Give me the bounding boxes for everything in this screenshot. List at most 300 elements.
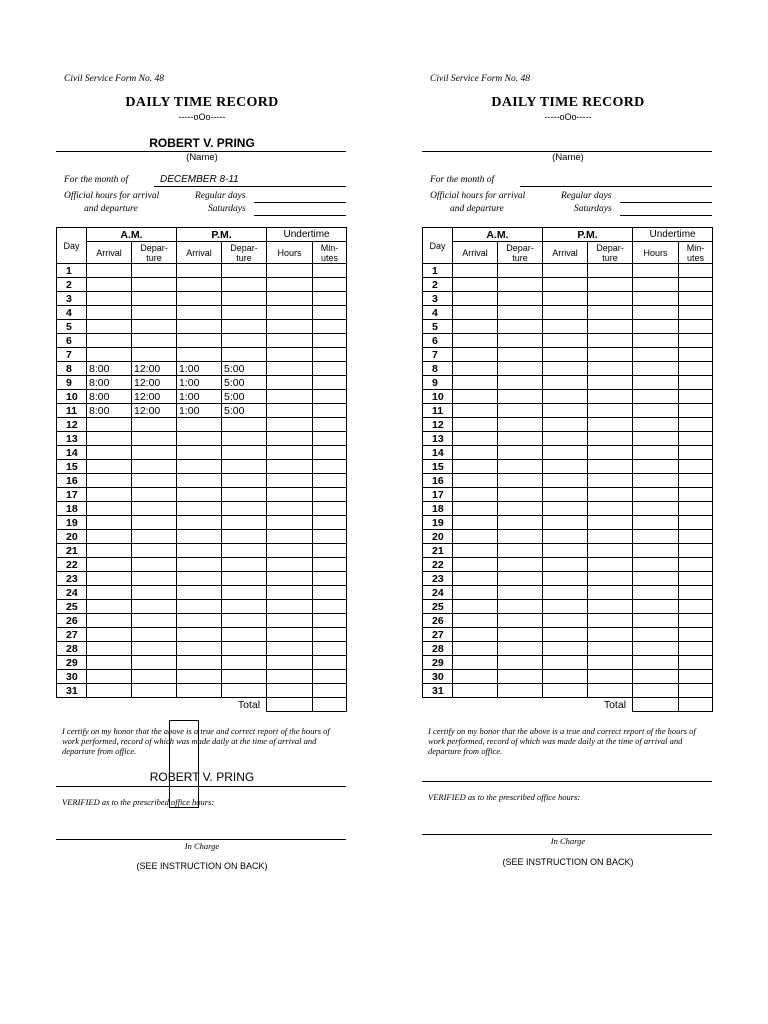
- pm-departure-cell[interactable]: [222, 334, 267, 348]
- pm-arrival-cell[interactable]: [543, 334, 588, 348]
- pm-departure-cell[interactable]: [588, 642, 633, 656]
- am-departure-cell[interactable]: [132, 292, 177, 306]
- pm-arrival-cell[interactable]: [177, 628, 222, 642]
- pm-departure-cell[interactable]: [222, 544, 267, 558]
- am-arrival-cell[interactable]: [453, 264, 498, 278]
- undertime-minutes-cell[interactable]: [679, 460, 713, 474]
- am-departure-cell[interactable]: [132, 502, 177, 516]
- am-arrival-cell[interactable]: [453, 418, 498, 432]
- pm-arrival-cell[interactable]: [177, 334, 222, 348]
- pm-departure-cell[interactable]: [222, 684, 267, 698]
- am-arrival-cell[interactable]: [87, 278, 132, 292]
- pm-arrival-cell[interactable]: [543, 656, 588, 670]
- am-departure-cell[interactable]: [132, 446, 177, 460]
- pm-departure-cell[interactable]: [222, 628, 267, 642]
- undertime-minutes-cell[interactable]: [313, 460, 347, 474]
- undertime-hours-cell[interactable]: [633, 390, 679, 404]
- pm-arrival-cell[interactable]: [177, 278, 222, 292]
- pm-departure-cell[interactable]: [222, 292, 267, 306]
- am-arrival-cell[interactable]: [453, 642, 498, 656]
- undertime-hours-cell[interactable]: [267, 432, 313, 446]
- pm-arrival-cell[interactable]: [177, 642, 222, 656]
- am-arrival-cell[interactable]: [453, 432, 498, 446]
- undertime-hours-cell[interactable]: [633, 684, 679, 698]
- am-arrival-cell[interactable]: [87, 544, 132, 558]
- undertime-minutes-cell[interactable]: [313, 600, 347, 614]
- pm-departure-cell[interactable]: [588, 558, 633, 572]
- am-departure-cell[interactable]: [498, 502, 543, 516]
- undertime-minutes-cell[interactable]: [313, 264, 347, 278]
- undertime-hours-cell[interactable]: [267, 614, 313, 628]
- am-departure-cell[interactable]: [132, 348, 177, 362]
- undertime-minutes-cell[interactable]: [679, 376, 713, 390]
- am-departure-cell[interactable]: [498, 572, 543, 586]
- pm-departure-cell[interactable]: [222, 670, 267, 684]
- undertime-hours-cell[interactable]: [267, 446, 313, 460]
- pm-arrival-cell[interactable]: [177, 684, 222, 698]
- pm-departure-cell[interactable]: [588, 390, 633, 404]
- total-minutes[interactable]: [679, 698, 713, 712]
- undertime-minutes-cell[interactable]: [313, 684, 347, 698]
- pm-departure-cell[interactable]: [222, 446, 267, 460]
- undertime-hours-cell[interactable]: [633, 572, 679, 586]
- pm-departure-cell[interactable]: [588, 334, 633, 348]
- am-departure-cell[interactable]: [498, 516, 543, 530]
- am-departure-cell[interactable]: 12:00: [132, 390, 177, 404]
- pm-arrival-cell[interactable]: [177, 292, 222, 306]
- am-departure-cell[interactable]: [132, 432, 177, 446]
- pm-arrival-cell[interactable]: [543, 586, 588, 600]
- pm-departure-cell[interactable]: [588, 572, 633, 586]
- pm-departure-cell[interactable]: [588, 600, 633, 614]
- month-value[interactable]: DECEMBER 8-11: [160, 174, 239, 185]
- pm-arrival-cell[interactable]: 1:00: [177, 404, 222, 418]
- pm-departure-cell[interactable]: [222, 586, 267, 600]
- undertime-minutes-cell[interactable]: [313, 446, 347, 460]
- undertime-hours-cell[interactable]: [267, 488, 313, 502]
- pm-departure-cell[interactable]: [222, 642, 267, 656]
- pm-arrival-cell[interactable]: [543, 544, 588, 558]
- pm-departure-cell[interactable]: [588, 516, 633, 530]
- am-arrival-cell[interactable]: [453, 558, 498, 572]
- undertime-minutes-cell[interactable]: [313, 362, 347, 376]
- pm-arrival-cell[interactable]: [543, 306, 588, 320]
- pm-departure-cell[interactable]: 5:00: [222, 362, 267, 376]
- pm-arrival-cell[interactable]: [543, 628, 588, 642]
- am-arrival-cell[interactable]: [87, 670, 132, 684]
- saturdays-line[interactable]: [620, 215, 712, 216]
- am-arrival-cell[interactable]: [453, 460, 498, 474]
- am-arrival-cell[interactable]: 8:00: [87, 390, 132, 404]
- undertime-hours-cell[interactable]: [267, 586, 313, 600]
- am-arrival-cell[interactable]: [87, 292, 132, 306]
- undertime-hours-cell[interactable]: [267, 404, 313, 418]
- undertime-minutes-cell[interactable]: [313, 334, 347, 348]
- undertime-hours-cell[interactable]: [633, 670, 679, 684]
- am-departure-cell[interactable]: [132, 530, 177, 544]
- undertime-hours-cell[interactable]: [267, 292, 313, 306]
- signature-line[interactable]: [422, 781, 712, 782]
- undertime-minutes-cell[interactable]: [679, 600, 713, 614]
- undertime-hours-cell[interactable]: [633, 446, 679, 460]
- am-arrival-cell[interactable]: [453, 376, 498, 390]
- pm-departure-cell[interactable]: [222, 530, 267, 544]
- undertime-minutes-cell[interactable]: [313, 390, 347, 404]
- am-departure-cell[interactable]: [498, 362, 543, 376]
- pm-arrival-cell[interactable]: [543, 418, 588, 432]
- pm-departure-cell[interactable]: [222, 418, 267, 432]
- pm-arrival-cell[interactable]: [177, 516, 222, 530]
- pm-arrival-cell[interactable]: [543, 600, 588, 614]
- am-arrival-cell[interactable]: [453, 516, 498, 530]
- pm-arrival-cell[interactable]: [177, 558, 222, 572]
- undertime-minutes-cell[interactable]: [679, 404, 713, 418]
- undertime-minutes-cell[interactable]: [679, 418, 713, 432]
- undertime-hours-cell[interactable]: [633, 376, 679, 390]
- pm-arrival-cell[interactable]: [543, 684, 588, 698]
- pm-arrival-cell[interactable]: [543, 348, 588, 362]
- undertime-hours-cell[interactable]: [633, 264, 679, 278]
- undertime-minutes-cell[interactable]: [313, 488, 347, 502]
- undertime-hours-cell[interactable]: [633, 362, 679, 376]
- pm-departure-cell[interactable]: [222, 516, 267, 530]
- pm-arrival-cell[interactable]: [543, 390, 588, 404]
- am-departure-cell[interactable]: [132, 418, 177, 432]
- undertime-minutes-cell[interactable]: [313, 544, 347, 558]
- undertime-minutes-cell[interactable]: [679, 320, 713, 334]
- am-arrival-cell[interactable]: [453, 670, 498, 684]
- pm-arrival-cell[interactable]: [543, 292, 588, 306]
- pm-departure-cell[interactable]: [222, 488, 267, 502]
- am-arrival-cell[interactable]: [453, 348, 498, 362]
- am-arrival-cell[interactable]: 8:00: [87, 376, 132, 390]
- am-departure-cell[interactable]: [498, 558, 543, 572]
- pm-arrival-cell[interactable]: [177, 586, 222, 600]
- undertime-minutes-cell[interactable]: [313, 404, 347, 418]
- undertime-minutes-cell[interactable]: [679, 502, 713, 516]
- pm-arrival-cell[interactable]: [177, 502, 222, 516]
- undertime-hours-cell[interactable]: [267, 502, 313, 516]
- pm-arrival-cell[interactable]: [543, 558, 588, 572]
- undertime-minutes-cell[interactable]: [313, 530, 347, 544]
- am-arrival-cell[interactable]: [87, 418, 132, 432]
- undertime-hours-cell[interactable]: [633, 320, 679, 334]
- undertime-hours-cell[interactable]: [267, 278, 313, 292]
- am-departure-cell[interactable]: 12:00: [132, 404, 177, 418]
- am-arrival-cell[interactable]: [453, 362, 498, 376]
- pm-arrival-cell[interactable]: [543, 516, 588, 530]
- pm-arrival-cell[interactable]: [177, 544, 222, 558]
- undertime-minutes-cell[interactable]: [679, 572, 713, 586]
- undertime-hours-cell[interactable]: [633, 348, 679, 362]
- pm-arrival-cell[interactable]: [177, 530, 222, 544]
- am-arrival-cell[interactable]: [453, 600, 498, 614]
- pm-arrival-cell[interactable]: [543, 530, 588, 544]
- undertime-minutes-cell[interactable]: [679, 390, 713, 404]
- am-arrival-cell[interactable]: [87, 530, 132, 544]
- am-arrival-cell[interactable]: [453, 334, 498, 348]
- am-departure-cell[interactable]: [498, 670, 543, 684]
- am-arrival-cell[interactable]: [453, 292, 498, 306]
- am-departure-cell[interactable]: [132, 558, 177, 572]
- pm-departure-cell[interactable]: [588, 404, 633, 418]
- pm-departure-cell[interactable]: [222, 264, 267, 278]
- am-arrival-cell[interactable]: [453, 390, 498, 404]
- pm-arrival-cell[interactable]: [543, 278, 588, 292]
- pm-arrival-cell[interactable]: [177, 488, 222, 502]
- undertime-hours-cell[interactable]: [633, 418, 679, 432]
- pm-departure-cell[interactable]: [588, 502, 633, 516]
- undertime-minutes-cell[interactable]: [679, 516, 713, 530]
- am-arrival-cell[interactable]: [453, 474, 498, 488]
- am-arrival-cell[interactable]: [87, 586, 132, 600]
- undertime-hours-cell[interactable]: [633, 292, 679, 306]
- pm-departure-cell[interactable]: [222, 502, 267, 516]
- am-departure-cell[interactable]: [498, 642, 543, 656]
- undertime-hours-cell[interactable]: [267, 334, 313, 348]
- pm-arrival-cell[interactable]: [177, 656, 222, 670]
- undertime-minutes-cell[interactable]: [679, 614, 713, 628]
- undertime-minutes-cell[interactable]: [313, 320, 347, 334]
- am-departure-cell[interactable]: [498, 586, 543, 600]
- in-charge-line[interactable]: [422, 834, 712, 835]
- pm-arrival-cell[interactable]: [177, 306, 222, 320]
- am-departure-cell[interactable]: [132, 516, 177, 530]
- pm-departure-cell[interactable]: [222, 278, 267, 292]
- undertime-minutes-cell[interactable]: [313, 628, 347, 642]
- am-departure-cell[interactable]: [132, 684, 177, 698]
- am-departure-cell[interactable]: [498, 404, 543, 418]
- undertime-hours-cell[interactable]: [267, 670, 313, 684]
- undertime-minutes-cell[interactable]: [679, 362, 713, 376]
- am-arrival-cell[interactable]: [453, 628, 498, 642]
- pm-arrival-cell[interactable]: [177, 670, 222, 684]
- am-arrival-cell[interactable]: [87, 684, 132, 698]
- pm-arrival-cell[interactable]: [177, 264, 222, 278]
- am-arrival-cell[interactable]: [87, 614, 132, 628]
- undertime-hours-cell[interactable]: [267, 628, 313, 642]
- regular-days-line[interactable]: [254, 202, 346, 203]
- am-departure-cell[interactable]: [498, 614, 543, 628]
- pm-departure-cell[interactable]: [222, 306, 267, 320]
- undertime-minutes-cell[interactable]: [679, 278, 713, 292]
- undertime-hours-cell[interactable]: [633, 600, 679, 614]
- pm-arrival-cell[interactable]: [543, 488, 588, 502]
- undertime-hours-cell[interactable]: [267, 460, 313, 474]
- undertime-minutes-cell[interactable]: [313, 516, 347, 530]
- am-arrival-cell[interactable]: [87, 558, 132, 572]
- pm-departure-cell[interactable]: [588, 586, 633, 600]
- am-arrival-cell[interactable]: [87, 446, 132, 460]
- pm-departure-cell[interactable]: [222, 432, 267, 446]
- am-arrival-cell[interactable]: [453, 684, 498, 698]
- undertime-minutes-cell[interactable]: [313, 474, 347, 488]
- undertime-hours-cell[interactable]: [633, 628, 679, 642]
- pm-arrival-cell[interactable]: [177, 446, 222, 460]
- undertime-minutes-cell[interactable]: [679, 432, 713, 446]
- undertime-hours-cell[interactable]: [633, 516, 679, 530]
- undertime-minutes-cell[interactable]: [313, 306, 347, 320]
- undertime-hours-cell[interactable]: [267, 600, 313, 614]
- pm-arrival-cell[interactable]: [543, 362, 588, 376]
- pm-arrival-cell[interactable]: [543, 474, 588, 488]
- am-departure-cell[interactable]: [498, 418, 543, 432]
- undertime-minutes-cell[interactable]: [313, 656, 347, 670]
- am-departure-cell[interactable]: [132, 306, 177, 320]
- am-arrival-cell[interactable]: [87, 600, 132, 614]
- am-arrival-cell[interactable]: [87, 642, 132, 656]
- undertime-hours-cell[interactable]: [633, 474, 679, 488]
- pm-departure-cell[interactable]: [588, 656, 633, 670]
- undertime-minutes-cell[interactable]: [679, 334, 713, 348]
- pm-departure-cell[interactable]: [222, 460, 267, 474]
- undertime-minutes-cell[interactable]: [679, 530, 713, 544]
- am-departure-cell[interactable]: [132, 572, 177, 586]
- am-arrival-cell[interactable]: [87, 656, 132, 670]
- pm-departure-cell[interactable]: [588, 432, 633, 446]
- undertime-minutes-cell[interactable]: [679, 684, 713, 698]
- am-departure-cell[interactable]: [132, 628, 177, 642]
- undertime-hours-cell[interactable]: [267, 572, 313, 586]
- undertime-hours-cell[interactable]: [267, 362, 313, 376]
- pm-departure-cell[interactable]: [222, 348, 267, 362]
- undertime-minutes-cell[interactable]: [313, 502, 347, 516]
- am-departure-cell[interactable]: [498, 460, 543, 474]
- undertime-hours-cell[interactable]: [633, 558, 679, 572]
- am-arrival-cell[interactable]: [453, 320, 498, 334]
- pm-arrival-cell[interactable]: [543, 446, 588, 460]
- pm-departure-cell[interactable]: [222, 558, 267, 572]
- undertime-minutes-cell[interactable]: [313, 376, 347, 390]
- pm-arrival-cell[interactable]: [177, 460, 222, 474]
- am-arrival-cell[interactable]: [453, 530, 498, 544]
- am-departure-cell[interactable]: [498, 348, 543, 362]
- am-arrival-cell[interactable]: [453, 446, 498, 460]
- pm-departure-cell[interactable]: [588, 306, 633, 320]
- signature-line[interactable]: [56, 786, 346, 787]
- undertime-hours-cell[interactable]: [267, 348, 313, 362]
- pm-arrival-cell[interactable]: [543, 376, 588, 390]
- am-departure-cell[interactable]: [498, 390, 543, 404]
- pm-departure-cell[interactable]: [588, 530, 633, 544]
- undertime-minutes-cell[interactable]: [679, 348, 713, 362]
- am-departure-cell[interactable]: [132, 460, 177, 474]
- undertime-minutes-cell[interactable]: [313, 418, 347, 432]
- pm-departure-cell[interactable]: [222, 600, 267, 614]
- pm-departure-cell[interactable]: [588, 418, 633, 432]
- undertime-hours-cell[interactable]: [267, 684, 313, 698]
- undertime-minutes-cell[interactable]: [679, 586, 713, 600]
- am-arrival-cell[interactable]: [453, 586, 498, 600]
- am-departure-cell[interactable]: [132, 488, 177, 502]
- undertime-hours-cell[interactable]: [267, 544, 313, 558]
- am-arrival-cell[interactable]: [87, 306, 132, 320]
- undertime-hours-cell[interactable]: [267, 530, 313, 544]
- am-departure-cell[interactable]: [132, 670, 177, 684]
- in-charge-line[interactable]: [56, 839, 346, 840]
- undertime-hours-cell[interactable]: [633, 278, 679, 292]
- regular-days-line[interactable]: [620, 202, 712, 203]
- undertime-minutes-cell[interactable]: [313, 558, 347, 572]
- pm-departure-cell[interactable]: [222, 614, 267, 628]
- undertime-hours-cell[interactable]: [267, 474, 313, 488]
- pm-departure-cell[interactable]: [588, 684, 633, 698]
- pm-departure-cell[interactable]: [588, 278, 633, 292]
- undertime-minutes-cell[interactable]: [679, 474, 713, 488]
- undertime-hours-cell[interactable]: [633, 614, 679, 628]
- pm-arrival-cell[interactable]: [177, 320, 222, 334]
- pm-departure-cell[interactable]: 5:00: [222, 390, 267, 404]
- am-departure-cell[interactable]: [132, 278, 177, 292]
- am-departure-cell[interactable]: [498, 376, 543, 390]
- pm-departure-cell[interactable]: [588, 264, 633, 278]
- am-arrival-cell[interactable]: 8:00: [87, 362, 132, 376]
- undertime-minutes-cell[interactable]: [313, 278, 347, 292]
- am-departure-cell[interactable]: [132, 544, 177, 558]
- undertime-hours-cell[interactable]: [267, 558, 313, 572]
- pm-departure-cell[interactable]: [588, 446, 633, 460]
- undertime-hours-cell[interactable]: [267, 418, 313, 432]
- undertime-hours-cell[interactable]: [633, 432, 679, 446]
- am-departure-cell[interactable]: [498, 432, 543, 446]
- undertime-hours-cell[interactable]: [267, 642, 313, 656]
- saturdays-line[interactable]: [254, 215, 346, 216]
- am-departure-cell[interactable]: [132, 600, 177, 614]
- undertime-hours-cell[interactable]: [633, 460, 679, 474]
- am-arrival-cell[interactable]: [87, 264, 132, 278]
- pm-departure-cell[interactable]: [588, 376, 633, 390]
- undertime-minutes-cell[interactable]: [679, 264, 713, 278]
- am-departure-cell[interactable]: 12:00: [132, 376, 177, 390]
- pm-departure-cell[interactable]: [588, 544, 633, 558]
- undertime-hours-cell[interactable]: [633, 642, 679, 656]
- am-arrival-cell[interactable]: 8:00: [87, 404, 132, 418]
- total-hours[interactable]: [633, 698, 679, 712]
- pm-departure-cell[interactable]: [222, 656, 267, 670]
- undertime-minutes-cell[interactable]: [679, 656, 713, 670]
- pm-arrival-cell[interactable]: [177, 614, 222, 628]
- undertime-minutes-cell[interactable]: [679, 642, 713, 656]
- am-arrival-cell[interactable]: [453, 544, 498, 558]
- undertime-minutes-cell[interactable]: [313, 432, 347, 446]
- am-departure-cell[interactable]: [132, 264, 177, 278]
- undertime-minutes-cell[interactable]: [679, 306, 713, 320]
- am-departure-cell[interactable]: [132, 474, 177, 488]
- am-departure-cell[interactable]: [498, 320, 543, 334]
- undertime-hours-cell[interactable]: [267, 656, 313, 670]
- pm-arrival-cell[interactable]: [177, 432, 222, 446]
- undertime-minutes-cell[interactable]: [679, 446, 713, 460]
- pm-arrival-cell[interactable]: [543, 460, 588, 474]
- pm-arrival-cell[interactable]: 1:00: [177, 362, 222, 376]
- pm-departure-cell[interactable]: [588, 348, 633, 362]
- am-departure-cell[interactable]: 12:00: [132, 362, 177, 376]
- am-departure-cell[interactable]: [498, 306, 543, 320]
- pm-arrival-cell[interactable]: [177, 418, 222, 432]
- am-departure-cell[interactable]: [132, 334, 177, 348]
- pm-arrival-cell[interactable]: [543, 502, 588, 516]
- undertime-hours-cell[interactable]: [267, 390, 313, 404]
- am-departure-cell[interactable]: [498, 264, 543, 278]
- undertime-minutes-cell[interactable]: [313, 586, 347, 600]
- undertime-minutes-cell[interactable]: [679, 488, 713, 502]
- am-departure-cell[interactable]: [132, 586, 177, 600]
- am-departure-cell[interactable]: [132, 656, 177, 670]
- undertime-hours-cell[interactable]: [633, 586, 679, 600]
- am-arrival-cell[interactable]: [87, 502, 132, 516]
- am-arrival-cell[interactable]: [87, 488, 132, 502]
- am-departure-cell[interactable]: [132, 642, 177, 656]
